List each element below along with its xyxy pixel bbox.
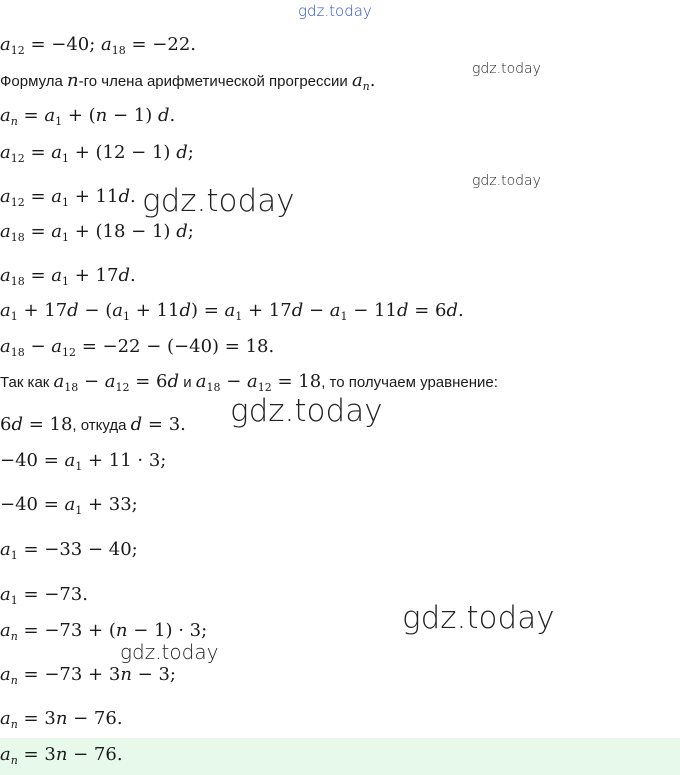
watermark-large: gdz.today	[230, 393, 383, 429]
watermark-top: gdz.today	[298, 2, 372, 20]
solution-line-6: $a_{18} = a_1 + (18 - 1)$ d;	[0, 221, 194, 244]
solution-line-11: 6d = 18, откуда d = 3.	[0, 414, 186, 435]
solution-line-13: $-40 = a_1 + 33$;	[0, 494, 138, 517]
solution-line-4: $a_{12} = a_1 + (12 - 1)$ d;	[0, 142, 194, 165]
solution-line-16: $a_n = -73 + (n - 1) \cdot 3$;	[0, 620, 208, 643]
solution-line-2: Формула n-го члена арифметической прогрессии $a_n$.	[0, 70, 376, 93]
solution-line-8: $a_1 + 17d - (a_1 + 11d) = a_1 + 17d - a_1 - 11d = 6d$.	[0, 300, 464, 323]
watermark-large: gdz.today	[142, 183, 295, 219]
final-answer: $a_n = 3n - 76$.	[0, 744, 123, 767]
watermark-small: gdz.today	[472, 61, 541, 77]
solution-line-7: $a_{18} = a_1 + 17d$.	[0, 265, 136, 288]
solution-line-15: $a_1 = -73$.	[0, 584, 88, 607]
solution-line-17: $a_n = -73 + 3n - 3$;	[0, 664, 176, 687]
solution-line-1: $a_{12} = -40$; $a_{18} = -22$.	[0, 34, 197, 57]
solution-line-5: $a_{12} = a_1 + 11d$.	[0, 186, 136, 209]
solution-line-12: $-40 = a_1 + 11 \cdot 3$;	[0, 450, 167, 473]
solution-line-3: $a_n = a_1 + (n - 1)$ d.	[0, 105, 176, 128]
solution-line-10: Так как $a_{18} - a_{12} = 6d$ и $a_{18} - a_{12} = 18$, то получаем уравнение:	[0, 371, 498, 394]
solution-line-9: $a_{18} - a_{12} = -22 - (-40) = 18$.	[0, 336, 275, 359]
watermark-large: gdz.today	[402, 600, 555, 636]
watermark-small: gdz.today	[472, 173, 541, 189]
solution-line-18: $a_n = 3n - 76$.	[0, 708, 123, 731]
watermark-medium: gdz.today	[120, 640, 219, 664]
solution-line-14: $a_1 = -33 - 40$;	[0, 539, 138, 562]
